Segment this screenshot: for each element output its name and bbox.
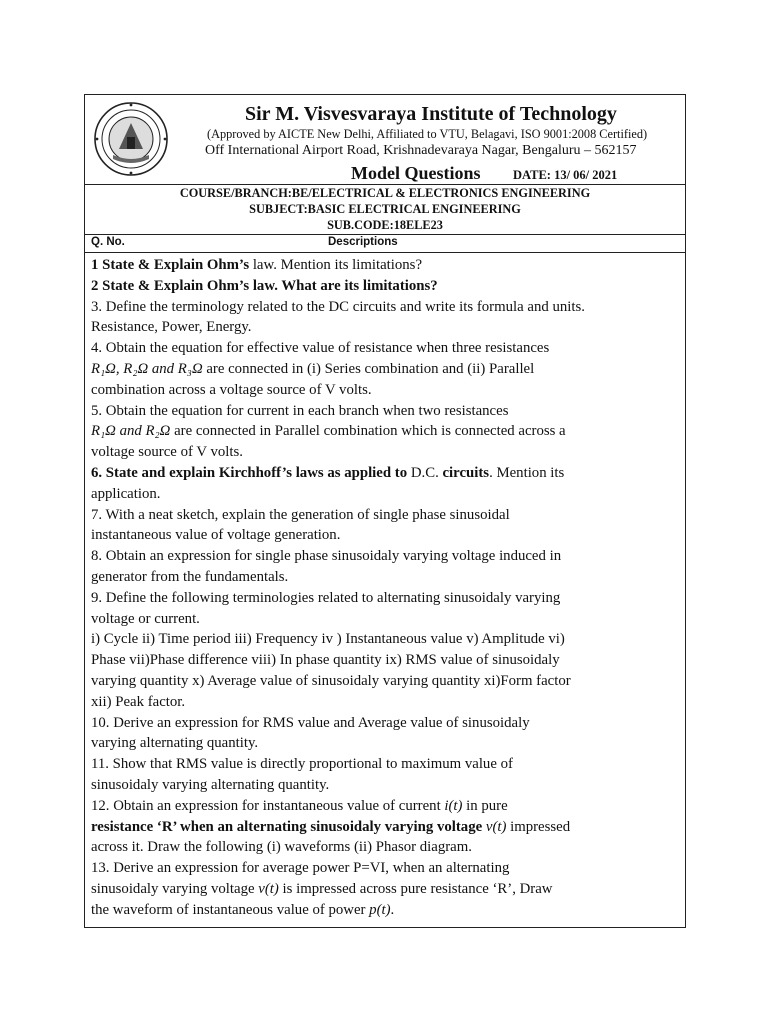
institute-header xyxy=(85,95,685,185)
approval-line: (Approved by AICTE New Delhi, Affiliated to VTU, Belagavi, ISO 9001:2008 Certified) xyxy=(207,127,648,141)
subject-code: SUB.CODE:18ELE23 xyxy=(327,218,443,232)
math-expression: i(t) xyxy=(444,797,463,814)
question-9: 9. Define the following terminologies related to alternating sinusoidaly varying voltage or current. i) Cycle ii) Time period iii) Frequency iv ) Instantaneous value v) Amplitude vi) Phase vii)Phase difference viii) In phase quantity ix) RMS value of sinusoidaly varying quantity x) Average value of sinusoidaly varying quantity xi)Form factor xii) Peak factor. xyxy=(91,589,571,710)
question-6: 6. State and explain Kirchhoff’s laws as applied to D.C. circuits. Mention its application. xyxy=(91,464,565,502)
model-questions-title: Model Questions xyxy=(351,163,481,183)
question-4: 4. Obtain the equation for effective value of resistance when three resistances R₁Ω, R₂Ω and R₃Ω are connected in (i) Series combination and (ii) Parallel combination across a voltage source of V volts. xyxy=(91,340,550,398)
divider xyxy=(85,252,685,253)
question-2: 2 State & Explain Ohm’s law. What are its limitations? xyxy=(91,277,438,294)
question-7: 7. With a neat sketch, explain the generation of single phase sinusoidal instantaneous value of voltage generation. xyxy=(91,506,510,544)
math-expression: v(t) xyxy=(482,818,507,835)
question-8: 8. Obtain an expression for single phase sinusoidaly varying voltage induced in generator from the fundamentals. xyxy=(91,548,562,585)
math-expression: p(t) xyxy=(369,901,391,918)
address-line: Off International Airport Road, Krishnadevaraya Nagar, Bengaluru – 562157 xyxy=(205,143,637,158)
course-branch: COURSE/BRANCH:BE/ELECTRICAL & ELECTRONICS ENGINEERING xyxy=(179,186,591,200)
math-expression: R₁Ω and R₂Ω xyxy=(91,423,171,440)
exam-date: DATE: 13/ 06/ 2021 xyxy=(513,168,618,182)
math-expression: R₁Ω, R₂Ω and R₃Ω xyxy=(91,360,203,377)
question-1: 1 State & Explain Ohm’s law. Mention its limitations? xyxy=(91,257,423,273)
question-list xyxy=(91,255,685,921)
subject-name: SUBJECT:BASIC ELECTRICAL ENGINEERING xyxy=(249,202,521,216)
column-header-descriptions: Descriptions xyxy=(328,236,398,248)
divider xyxy=(85,234,685,235)
question-12: 12. Obtain an expression for instantaneous value of current i(t) in pure resistance ‘R’ when an alternating sinusoidaly varying voltage v(t) impressed across it. Draw the following (i) waveforms (ii) Phasor diagram. xyxy=(91,797,571,856)
question-3: 3. Define the terminology related to the DC circuits and write its formula and units. Resistance, Power, Energy. xyxy=(91,298,585,336)
math-expression: v(t) xyxy=(258,880,279,897)
column-header-qno: Q. No. xyxy=(91,236,125,248)
question-13: 13. Derive an expression for average power P=VI, when an alternating sinusoidaly varying voltage v(t) is impressed across pure resistance ‘R’, Draw the waveform of instantaneous value of power p(t). xyxy=(91,860,553,918)
question-sheet xyxy=(84,94,686,928)
question-5: 5. Obtain the equation for current in each branch when two resistances R₁Ω and R₂Ω are connected in Parallel combination which is connected across a voltage source of V volts. xyxy=(91,402,566,461)
institute-name: Sir M. Visvesvaraya Institute of Technology xyxy=(245,103,617,125)
institute-logo-icon xyxy=(93,101,169,177)
question-11: 11. Show that RMS value is directly proportional to maximum value of sinusoidaly varying alternating quantity. xyxy=(91,756,513,793)
question-10: 10. Derive an expression for RMS value and Average value of sinusoidaly varying alternating quantity. xyxy=(91,714,530,752)
course-info xyxy=(85,185,685,233)
